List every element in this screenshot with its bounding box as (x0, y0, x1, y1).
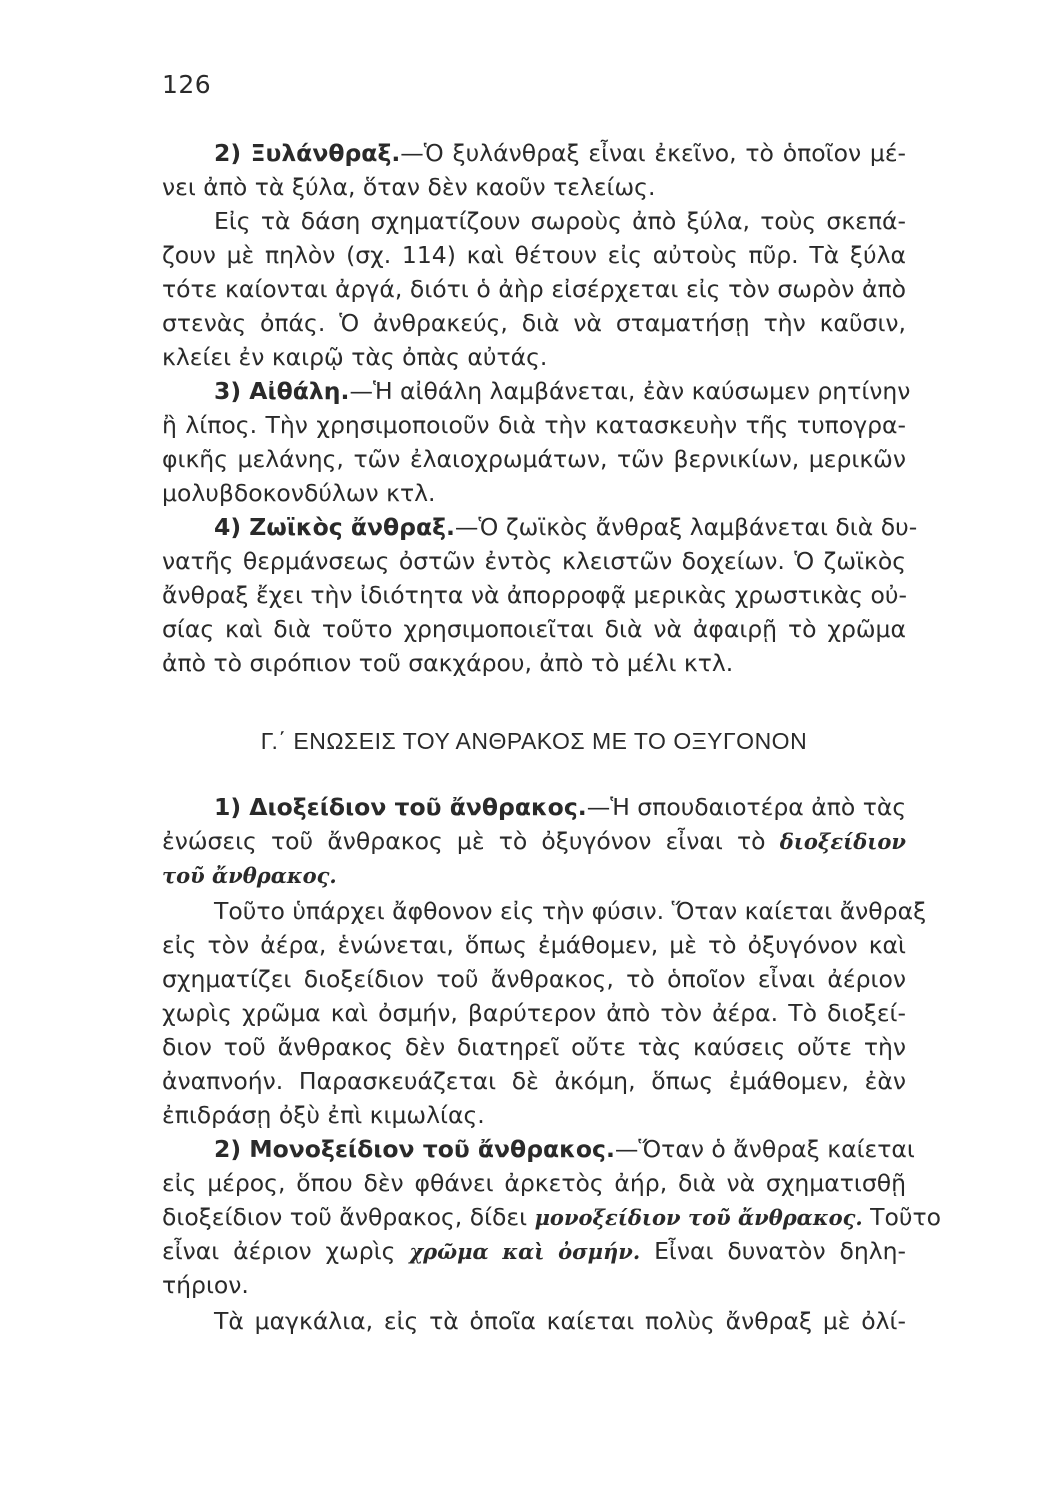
text-line: ἢ λίπος. Τὴν χρησιμοποιοῦν διὰ τὴν κατασκευὴν τῆς τυπογρα- (162, 411, 906, 439)
section-title: Γ.΄ ΕΝΩΣΕΙΣ ΤΟΥ ΑΝΘΡΑΚΟΣ ΜΕ ΤΟ ΟΞΥΓΟΝΟΝ (260, 728, 808, 754)
text-line: ἀναπνοήν. Παρασκευάζεται δὲ ἀκόμη, ὅπως ἐμάθομεν, ἐὰν (162, 1067, 906, 1095)
text-line: εἰς τὸν ἀέρα, ἑνώνεται, ὅπως ἐμάθομεν, μὲ τὸ ὀξυγόνον καὶ (162, 931, 906, 959)
text-span: εἶναι ἀέριον χωρὶς (162, 1237, 410, 1265)
text-line (214, 138, 906, 168)
text-line (162, 1202, 941, 1233)
text-line: στενὰς ὀπάς. Ὁ ἀνθρακεύς, διὰ νὰ σταματήσῃ τὴν καῦσιν, (162, 309, 906, 337)
text-line: χωρὶς χρῶμα καὶ ὀσμήν, βαρύτερον ἀπὸ τὸν ἀέρα. Τὸ διοξεί- (162, 999, 906, 1027)
text-line: σίας καὶ διὰ τοῦτο χρησιμοποιεῖται διὰ νὰ ἀφαιρῇ τὸ χρῶμα (162, 615, 906, 643)
text-span: ἐνώσεις τοῦ ἄνθρακος μὲ τὸ ὀξυγόνον εἶναι τὸ (162, 827, 780, 855)
text-line: ζουν μὲ πηλὸν (σχ. 114) καὶ θέτουν εἰς αὐτοὺς πῦρ. Τὰ ξύλα (162, 241, 906, 269)
text-line: Τοῦτο ὑπάρχει ἄφθονον εἰς τὴν φύσιν. Ὅταν καίεται ἄνθραξ (214, 897, 927, 925)
text-line: σχηματίζει διοξείδιον τοῦ ἄνθρακος, τὸ ὁποῖον εἶναι ἀέριον (162, 965, 906, 993)
text-line (162, 860, 906, 891)
text-span: —Ἡ σπουδαιοτέρα ἀπὸ τὰς (586, 793, 907, 821)
text-line: ἀπὸ τὸ σιρόπιον τοῦ σακχάρου, ἀπὸ τὸ μέλι κτλ. (162, 649, 734, 677)
text-line: εἰς μέρος, ὅπου δὲν φθάνει ἀρκετὸς ἀήρ, διὰ νὰ σχηματισθῇ (162, 1169, 906, 1197)
text-span: —Ὁ ξυλάνθραξ εἶναι ἐκεῖνο, τὸ ὁποῖον μέ- (400, 139, 906, 167)
text-line: νατῆς θερμάνσεως ὀστῶν ἐντὸς κλειστῶν δοχείων. Ὁ ζωϊκὸς (162, 547, 906, 575)
text-line (214, 792, 906, 822)
paragraph-heading: 4) Ζωϊκὸς ἄνθραξ. (214, 513, 455, 541)
text-line (162, 826, 906, 857)
paragraph-heading: 2) Ξυλάνθραξ. (214, 139, 401, 167)
paragraph-heading: 1) Διοξείδιον τοῦ ἄνθρακος. (214, 793, 587, 821)
emphasis-term: χρῶμα καὶ ὀσμήν. (409, 1239, 641, 1264)
text-line: τότε καίονται ἀργά, διότι ὁ ἀὴρ εἰσέρχεται εἰς τὸν σωρὸν ἀπὸ (162, 275, 906, 303)
text-line (214, 376, 911, 406)
text-line: ἄνθραξ ἔχει τὴν ἰδιότητα νὰ ἀπορροφᾷ μερικὰς χρωστικὰς οὐ- (162, 581, 907, 609)
text-line (162, 1236, 906, 1267)
text-span: —Ὅταν ὁ ἄνθραξ καίεται (614, 1135, 915, 1163)
text-line: διον τοῦ ἄνθρακος δὲν διατηρεῖ οὔτε τὰς καύσεις οὔτε τὴν (162, 1033, 906, 1061)
text-line (214, 1134, 915, 1164)
paragraph-heading: 2) Μονοξείδιον τοῦ ἄνθρακος. (214, 1135, 615, 1163)
text-span: Τοῦτο (862, 1203, 941, 1231)
text-line: ἐπιδράσῃ ὀξὺ ἐπὶ κιμωλίας. (162, 1101, 485, 1129)
paragraph-heading: 3) Αἰθάλη. (214, 377, 350, 405)
text-span: Εἶναι δυνατὸν δηλη- (640, 1237, 907, 1265)
text-line: Εἰς τὰ δάση σχηματίζουν σωροὺς ἀπὸ ξύλα, τοὺς σκεπά- (214, 207, 906, 235)
text-line (214, 512, 918, 542)
text-line: τήριον. (162, 1271, 249, 1299)
text-span: —Ὁ ζωϊκὸς ἄνθραξ λαμβάνεται διὰ δυ- (454, 513, 918, 541)
text-line: μολυβδοκονδύλων κτλ. (162, 479, 436, 507)
text-line: Τὰ μαγκάλια, εἰς τὰ ὁποῖα καίεται πολὺς ἄνθραξ μὲ ὀλί- (214, 1307, 906, 1335)
text-span: διοξείδιον τοῦ ἄνθρακος, δίδει (162, 1203, 535, 1231)
text-span: —Ἡ αἰθάλη λαμβάνεται, ἐὰν καύσωμεν ρητίνην (349, 377, 911, 405)
text-line: φικῆς μελάνης, τῶν ἐλαιοχρωμάτων, τῶν βερνικίων, μερικῶν (162, 445, 906, 473)
page-number: 126 (162, 70, 212, 99)
emphasis-term: μονοξείδιον τοῦ ἄνθρακος. (534, 1205, 863, 1230)
text-line: κλείει ἐν καιρῷ τὰς ὀπὰς αὐτάς. (162, 343, 548, 371)
emphasis-term: διοξείδιον (779, 829, 906, 854)
emphasis-term: τοῦ ἄνθρακος. (162, 863, 337, 888)
text-line: νει ἀπὸ τὰ ξύλα, ὅταν δὲν καοῦν τελείως. (162, 173, 656, 201)
